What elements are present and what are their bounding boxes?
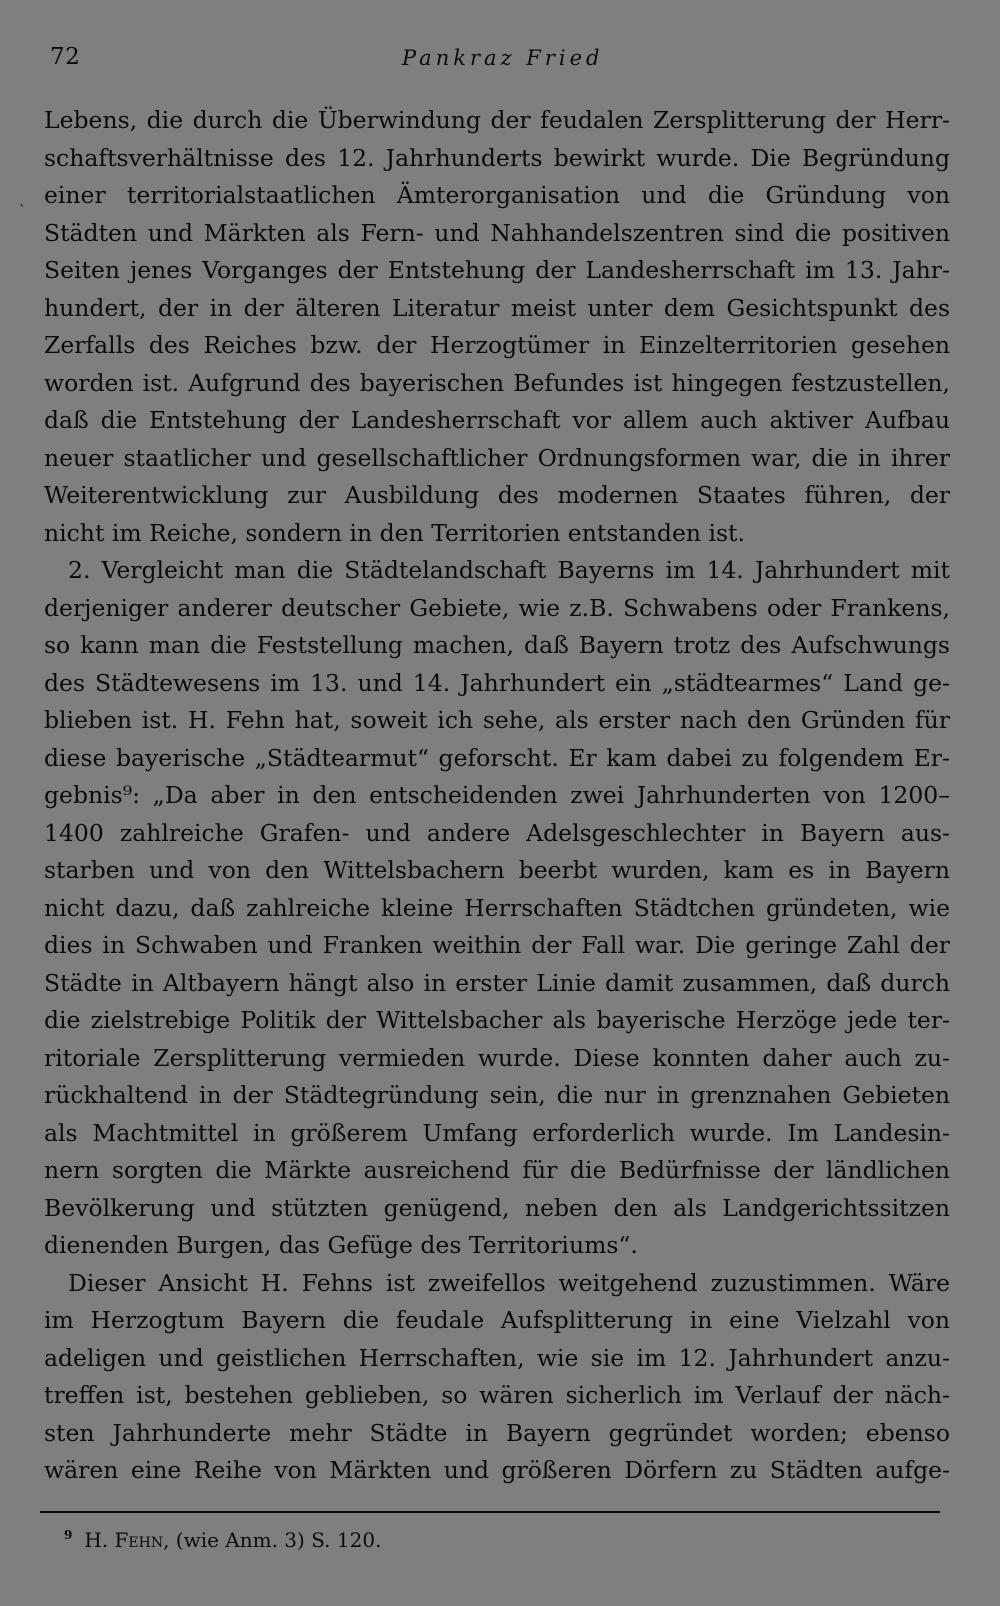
text-line: sten Jahrhunderte mehr Städte in Bayern gegründet worden; ebenso — [44, 1418, 950, 1447]
footnote-text: , (wie Anm. 3) S. 120. — [163, 1528, 382, 1552]
text-line: Bevölkerung und stützten genügend, neben den als Landgerichtssitzen — [44, 1193, 950, 1222]
text-line: Seiten jenes Vorganges der Entstehung der Landesherrschaft im 13. Jahr- — [44, 256, 950, 284]
text-line: starben und von den Wittelsbachern beerbt wurden, kam es in Bayern — [44, 856, 950, 884]
text-line: die zielstrebige Politik der Wittelsbacher als bayerische Herzöge jede ter- — [44, 1006, 950, 1034]
text-line: treffen ist, bestehen geblieben, so wären sicherlich im Verlauf der näch- — [44, 1381, 950, 1409]
text-line: des Städtewesens im 13. und 14. Jahrhundert ein „städtearmes“ Land ge- — [44, 668, 950, 697]
text-line: Städte in Altbayern hängt also in erster Linie damit zusammen, daß durch — [44, 968, 950, 997]
text-line: nicht im Reiche, sondern in den Territorien entstanden ist. — [44, 518, 745, 547]
text-line: ritoriale Zersplitterung vermieden wurde. Diese konnten daher auch zu- — [44, 1043, 950, 1072]
footnote-author: H. Fehn — [84, 1528, 164, 1552]
text-line: worden ist. Aufgrund des bayerischen Befundes ist hingegen festzustellen, — [44, 368, 950, 397]
text-line: Dieser Ansicht H. Fehns ist zweifellos weitgehend zuzustimmen. Wäre — [68, 1268, 950, 1297]
text-line: gebnis⁹: „Da aber in den entscheidenden zwei Jahrhunderten von 1200– — [44, 781, 950, 809]
text-line: so kann man die Feststellung machen, daß Bayern trotz des Aufschwungs — [44, 631, 950, 659]
text-line: adeligen und geistlichen Herrschaften, wie sie im 12. Jahrhundert anzu- — [44, 1343, 950, 1372]
body-text — [44, 102, 950, 1490]
running-head: Pankraz Fried — [402, 46, 604, 70]
text-line: 1400 zahlreiche Grafen- und andere Adelsgeschlechter in Bayern aus- — [44, 818, 950, 847]
text-line: blieben ist. H. Fehn hat, soweit ich sehe, als erster nach den Gründen für — [44, 706, 950, 734]
text-line: Städten und Märkten als Fern- und Nahhandelszentren sind die positiven — [44, 218, 950, 247]
text-line: dienenden Burgen, das Gefüge des Territoriums“. — [44, 1231, 638, 1259]
text-line: derjeniger anderer deutscher Gebiete, wie z.B. Schwabens oder Frankens, — [44, 593, 950, 622]
page-number: 72 — [50, 44, 81, 70]
text-line: Weiterentwicklung zur Ausbildung des modernen Staates führen, der — [44, 481, 950, 509]
text-line: Lebens, die durch die Überwindung der feudalen Zersplitterung der Herr- — [44, 106, 950, 134]
footnote-divider — [40, 1511, 940, 1513]
text-line: einer territorialstaatlichen Ämterorganisation und die Gründung von — [44, 181, 950, 209]
text-line: daß die Entstehung der Landesherrschaft vor allem auch aktiver Aufbau — [44, 406, 950, 434]
text-line: im Herzogtum Bayern die feudale Aufsplitterung in eine Vielzahl von — [44, 1306, 950, 1334]
footnote — [64, 1528, 381, 1552]
text-line: diese bayerische „Städtearmut“ geforscht. Er kam dabei zu folgendem Er- — [44, 743, 950, 772]
text-line: 2. Vergleicht man die Städtelandschaft Bayerns im 14. Jahrhundert mit — [68, 556, 950, 584]
text-line: nern sorgten die Märkte ausreichend für die Bedürfnisse der ländlichen — [44, 1156, 950, 1184]
text-line: als Machtmittel in größerem Umfang erforderlich wurde. Im Landesin- — [44, 1118, 950, 1147]
text-line: neuer staatlicher und gesellschaftlicher Ordnungsformen war, die in ihrer — [44, 443, 950, 472]
text-line: Zerfalls des Reiches bzw. der Herzogtümer in Einzelterritorien gesehen — [44, 331, 950, 359]
text-line: nicht dazu, daß zahlreiche kleine Herrschaften Städtchen gründeten, wie — [44, 893, 950, 922]
text-line: wären eine Reihe von Märkten und größeren Dörfern zu Städten aufge- — [44, 1456, 950, 1484]
stray-mark: ` — [19, 203, 26, 219]
text-line: schaftsverhältnisse des 12. Jahrhunderts bewirkt wurde. Die Begründung — [44, 143, 950, 172]
text-line: rückhaltend in der Städtegründung sein, die nur in grenznahen Gebieten — [44, 1081, 950, 1109]
text-line: hundert, der in der älteren Literatur meist unter dem Gesichtspunkt des — [44, 293, 950, 322]
footnote-marker: 9 — [64, 1528, 73, 1543]
text-line: dies in Schwaben und Franken weithin der Fall war. Die geringe Zahl der — [44, 931, 950, 959]
